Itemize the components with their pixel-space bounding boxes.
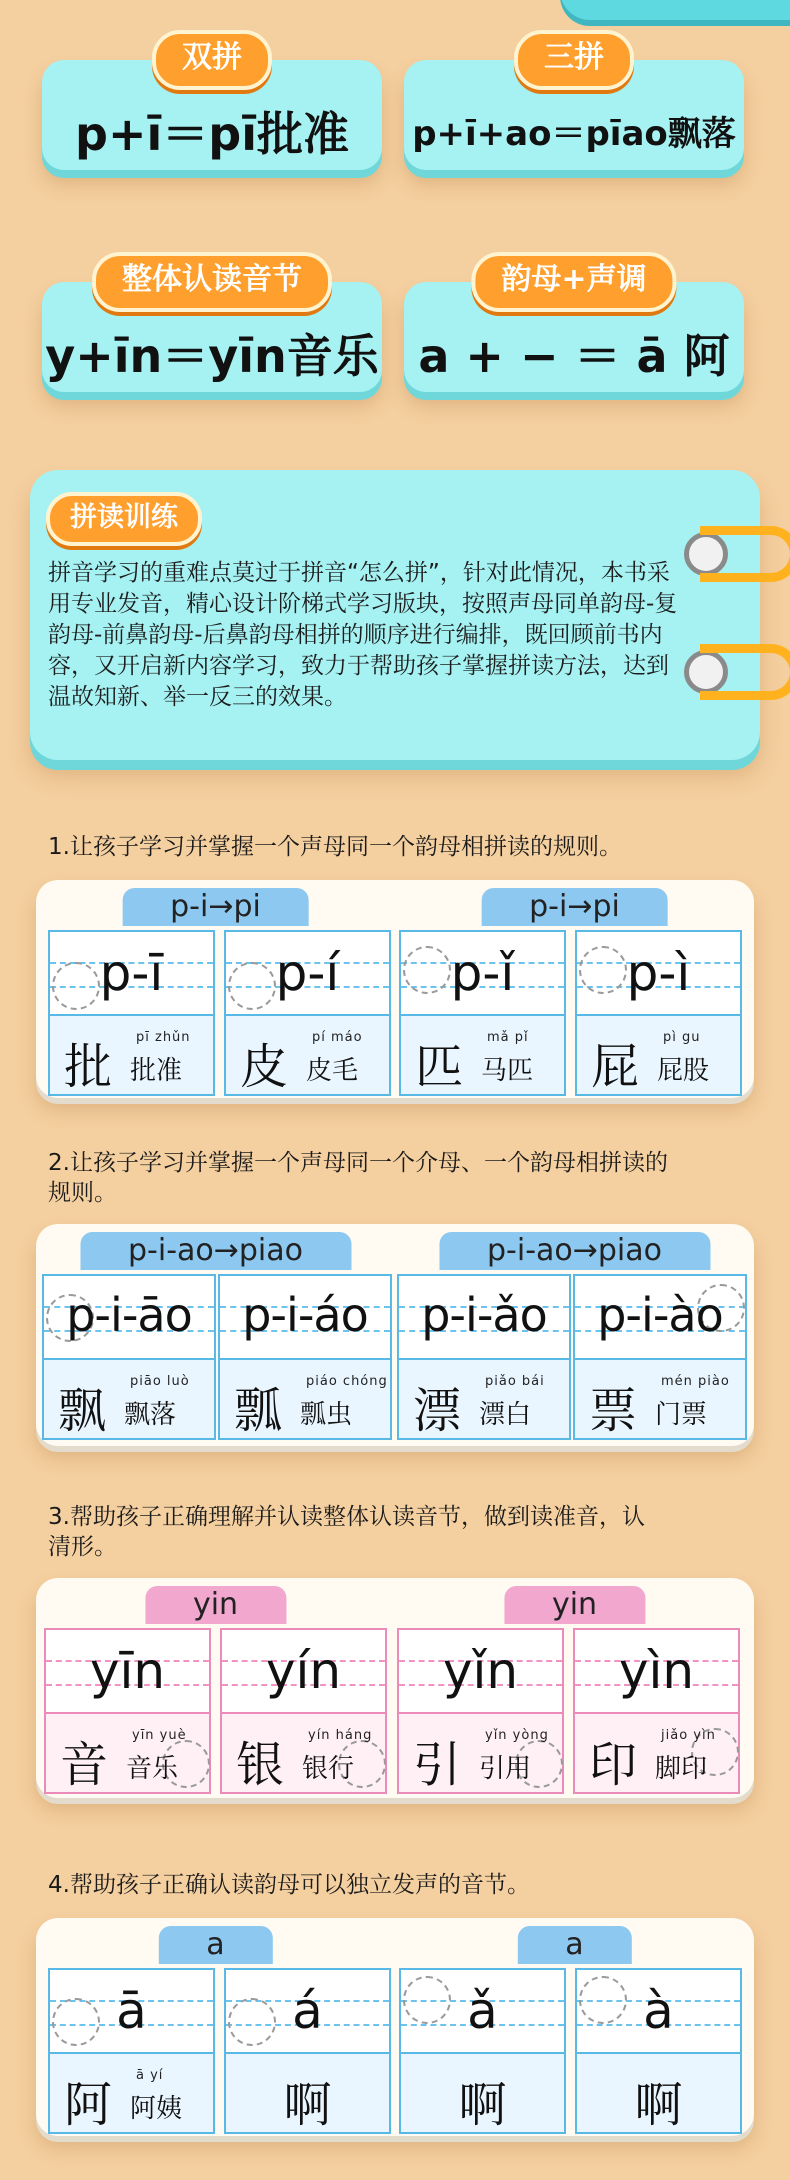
hanzi: 皮 — [240, 1039, 289, 1095]
section-panel — [36, 1224, 754, 1446]
word: 脚印 — [655, 1754, 708, 1784]
binder-band — [700, 526, 790, 582]
card-group — [395, 1224, 754, 1446]
syllable-card — [575, 930, 742, 1096]
syllable: p-í — [275, 944, 340, 1002]
syllable-card — [224, 1968, 391, 2134]
syllable: p-ì — [626, 944, 691, 1002]
syllable-card — [48, 930, 215, 1096]
rule-tag: 双拼 — [152, 30, 272, 90]
card-group — [395, 880, 754, 1098]
word: 银行 — [302, 1754, 355, 1784]
syllable-card — [218, 1274, 392, 1440]
word: 瓢虫 — [300, 1400, 353, 1430]
word-pinyin: yín háng — [308, 1728, 373, 1743]
syllable-card — [575, 1968, 742, 2134]
hanzi: 银 — [236, 1737, 285, 1793]
syllable-card — [399, 930, 566, 1096]
training-tag: 拼读训练 — [46, 492, 202, 546]
syllable-tag: p-i→pi — [122, 888, 309, 926]
syllable: yìn — [618, 1642, 695, 1700]
rule-formula: y+īn＝yīn音乐 — [45, 329, 379, 383]
syllable-card — [48, 1968, 215, 2134]
rule-formula: a + − ＝ ā 阿 — [418, 329, 730, 383]
word-pinyin: mén piào — [661, 1374, 730, 1389]
word-pinyin: pì gu — [663, 1030, 701, 1045]
syllable: p-i-ào — [597, 1288, 723, 1342]
training-text: 拼音学习的重难点莫过于拼音“怎么拼”，针对此情况，本书采用专业发音，精心设计阶梯式学习版块，按照声母同单韵母-复韵母-前鼻韵母-后鼻韵母相拼的顺序进行编排，既回顾前书内容，又开启新内容学习，致力于帮助孩子掌握拼读方法，达到温故知新、举一反三的效果。 — [48, 560, 678, 710]
syllable-card — [220, 1628, 387, 1794]
card-group — [36, 880, 395, 1098]
word: 屁股 — [657, 1056, 710, 1086]
card-group — [395, 1918, 754, 2136]
syllable-card — [397, 1274, 571, 1440]
hanzi: 引 — [413, 1737, 462, 1793]
word: 漂白 — [479, 1400, 532, 1430]
syllable-card — [399, 1968, 566, 2134]
syllable-card — [42, 1274, 216, 1440]
word-pinyin: ā yí — [136, 2068, 164, 2083]
syllable-tag: p-i-ao→piao — [80, 1232, 351, 1270]
syllable: yín — [265, 1642, 342, 1700]
word-pinyin: pí máo — [312, 1030, 363, 1045]
top-decor-strip — [560, 0, 790, 20]
syllable: yǐn — [442, 1642, 519, 1700]
section-panel — [36, 1578, 754, 1798]
section-title: 3.帮助孩子正确理解并认读整体认读音节，做到读准音，认清形。 — [48, 1504, 645, 1560]
syllable: p-i-áo — [242, 1288, 368, 1342]
hanzi: 瓢 — [234, 1383, 283, 1439]
syllable: á — [292, 1982, 323, 2040]
section-title: 2.让孩子学习并掌握一个声母同一个介母、一个韵母相拼读的规则。 — [48, 1150, 668, 1206]
syllable-tag: yin — [504, 1586, 645, 1624]
word: 门票 — [655, 1400, 708, 1430]
word-pinyin: yīn yuè — [132, 1728, 187, 1743]
hanzi: 印 — [589, 1737, 638, 1793]
word-pinyin: piáo chóng — [306, 1374, 388, 1389]
word: 皮毛 — [306, 1056, 359, 1086]
hanzi: 漂 — [413, 1383, 462, 1439]
section-panel — [36, 1918, 754, 2136]
syllable-tag: a — [517, 1926, 631, 1964]
hanzi: 阿 — [64, 2077, 113, 2133]
hanzi: 批 — [64, 1039, 113, 1095]
hanzi: 啊 — [283, 2077, 332, 2133]
card-group — [395, 1578, 754, 1798]
rule-tag: 韵母+声调 — [471, 252, 676, 312]
syllable: ā — [116, 1982, 147, 2040]
syllable: p-ī — [99, 944, 164, 1002]
rule-card-shuangpin — [42, 40, 382, 170]
rule-card-sanpin — [404, 40, 744, 170]
word-pinyin: jiǎo yìn — [661, 1728, 716, 1743]
syllable: p-ǐ — [450, 944, 515, 1002]
syllable-card — [573, 1274, 747, 1440]
syllable-tag: p-i→pi — [481, 888, 668, 926]
card-group — [36, 1578, 395, 1798]
section-title: 4.帮助孩子正确认读韵母可以独立发声的音节。 — [48, 1872, 530, 1898]
word-pinyin: mǎ pǐ — [487, 1030, 529, 1045]
syllable: p-i-āo — [66, 1288, 192, 1342]
card-group — [36, 1918, 395, 2136]
word: 马匹 — [481, 1056, 534, 1086]
binder-band — [700, 644, 790, 700]
syllable: yīn — [89, 1642, 166, 1700]
rule-tag: 整体认读音节 — [92, 252, 332, 312]
hanzi: 啊 — [634, 2077, 683, 2133]
hanzi: 匹 — [415, 1039, 464, 1095]
word: 批准 — [130, 1056, 183, 1086]
word: 阿姨 — [130, 2094, 183, 2124]
word: 音乐 — [126, 1754, 179, 1784]
rule-card-zhengti — [42, 262, 382, 392]
syllable: ǎ — [467, 1982, 498, 2040]
syllable-tag: yin — [145, 1586, 286, 1624]
word-pinyin: yǐn yòng — [485, 1728, 549, 1743]
word: 引用 — [479, 1754, 532, 1784]
training-card — [30, 470, 760, 760]
syllable: p-i-ǎo — [421, 1288, 547, 1342]
word-pinyin: piāo luò — [130, 1374, 190, 1389]
word-pinyin: pī zhǔn — [136, 1030, 191, 1045]
syllable-tag: a — [158, 1926, 272, 1964]
syllable-card — [397, 1628, 564, 1794]
hanzi: 屁 — [591, 1039, 640, 1095]
card-group — [36, 1224, 395, 1446]
syllable-card — [573, 1628, 740, 1794]
hanzi: 票 — [589, 1383, 638, 1439]
syllable-tag: p-i-ao→piao — [439, 1232, 710, 1270]
rule-card-yunmu — [404, 262, 744, 392]
hanzi: 飘 — [58, 1383, 107, 1439]
rule-formula: p+ī＝pī批准 — [75, 107, 349, 161]
word-pinyin: piǎo bái — [485, 1374, 545, 1389]
hanzi: 音 — [60, 1737, 109, 1793]
rule-tag: 三拼 — [514, 30, 634, 90]
syllable: à — [643, 1982, 674, 2040]
syllable-card — [44, 1628, 211, 1794]
section-panel — [36, 880, 754, 1098]
syllable-card — [224, 930, 391, 1096]
rule-formula: p+ī+ao＝pīao飘落 — [412, 114, 736, 154]
hanzi: 啊 — [458, 2077, 507, 2133]
section-title: 1.让孩子学习并掌握一个声母同一个韵母相拼读的规则。 — [48, 834, 622, 860]
word: 飘落 — [124, 1400, 177, 1430]
